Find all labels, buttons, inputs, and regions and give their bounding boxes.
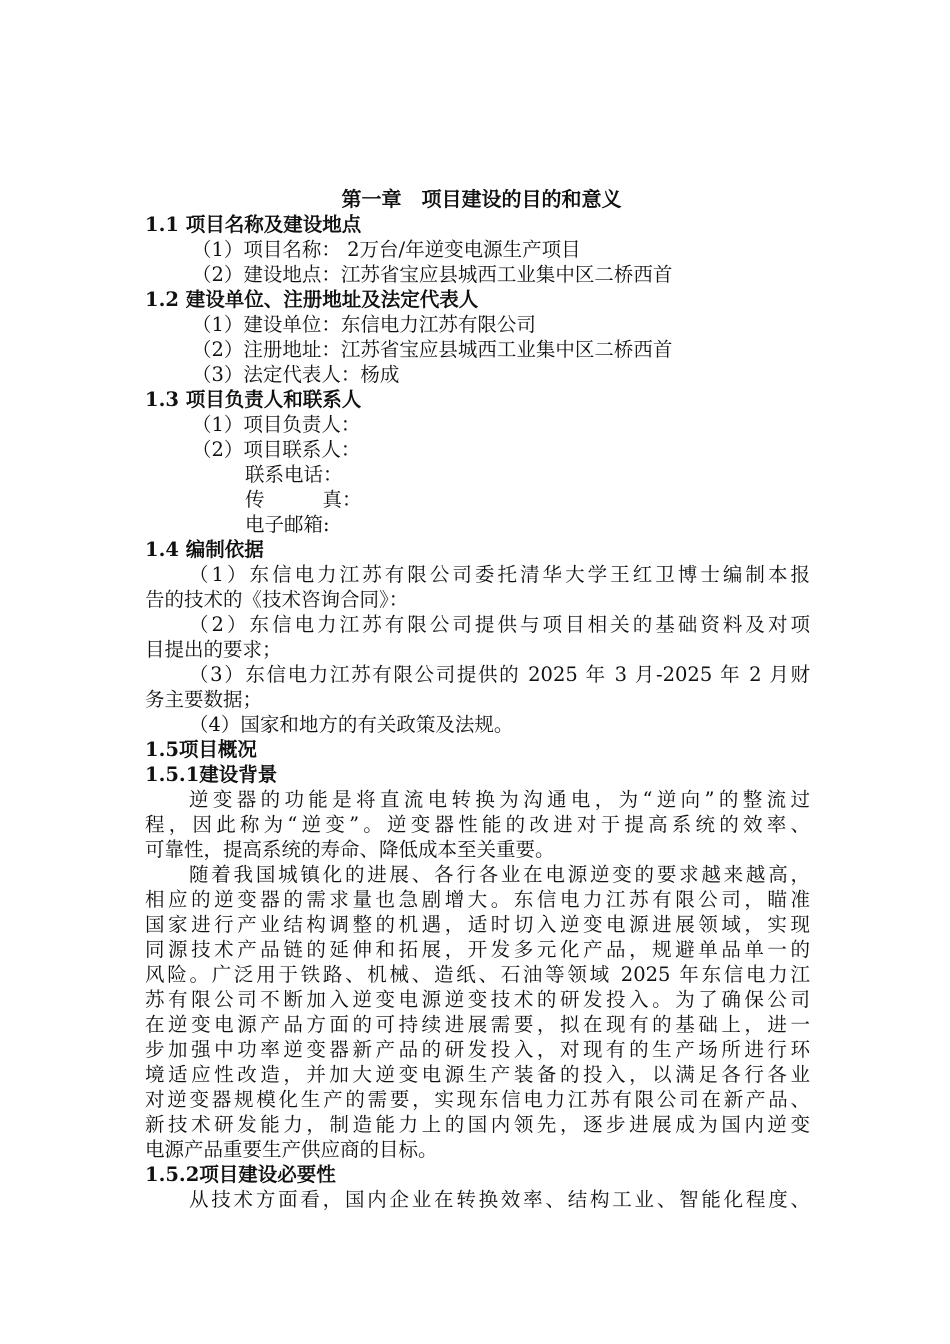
paragraph-line: 新技术研发能力，制造能力上的国内领先，逐步进展成为国内逆变 <box>145 1113 810 1136</box>
paragraph-line: 电源产品重要生产供应商的目标。 <box>145 1138 438 1161</box>
paragraph-line: 告的技术的《技术咨询合同》： <box>145 588 409 611</box>
document-body <box>145 187 810 1212</box>
list-item: （2）注册地址：江苏省宝应县城西工业集中区二桥西首 <box>192 338 673 361</box>
contact-email-label: 电子邮箱: <box>245 513 330 536</box>
list-item: （1）项目名称： 2万台/年逆变电源生产项目 <box>192 238 581 261</box>
paragraph-line: （3）东信电力江苏有限公司提供的 2025 年 3 月-2025 年 2 月财 <box>189 663 810 686</box>
paragraph-line: （1）东信电力江苏有限公司委托清华大学王红卫博士编制本报 <box>189 563 810 586</box>
section-heading-1-5-1: 1.5.1建设背景 <box>145 763 278 786</box>
chapter-title: 第一章 项目建设的目的和意义 <box>341 187 622 211</box>
paragraph-line: 目提出的要求； <box>145 638 282 661</box>
fax-label-part2: 真： <box>322 488 362 511</box>
paragraph-line: 逆变器的功能是将直流电转换为沟通电，为“逆向”的整流过 <box>189 788 810 811</box>
list-item: （2）建设地点：江苏省宝应县城西工业集中区二桥西首 <box>192 263 673 286</box>
paragraph-line: 步加强中功率逆变器新产品的研发投入，对现有的生产场所进行环 <box>145 1038 810 1061</box>
section-heading-1-4: 1.4 编制依据 <box>145 538 264 561</box>
paragraph-line: 同源技术产品链的延伸和拓展，开发多元化产品，规避单品单一的 <box>145 938 810 961</box>
paragraph-line: （4）国家和地方的有关政策及法规。 <box>189 713 514 736</box>
paragraph-line: 相应的逆变器的需求量也急剧增大。东信电力江苏有限公司，瞄准 <box>145 888 810 911</box>
paragraph-line: 程，因此称为“逆变”。逆变器性能的改进对于提高系统的效率、 <box>145 813 810 836</box>
section-heading-1-1: 1.1 项目名称及建设地点 <box>145 213 362 236</box>
section-heading-1-5-2: 1.5.2项目建设必要性 <box>145 1163 336 1186</box>
section-heading-1-3: 1.3 项目负责人和联系人 <box>145 388 362 411</box>
paragraph-line: 苏有限公司不断加入逆变电源逆变技术的研发投入。为了确保公司 <box>145 988 810 1011</box>
paragraph-line: 风险。广泛用于铁路、机械、造纸、石油等领域 2025 年东信电力江 <box>145 963 810 986</box>
list-item: （3）法定代表人：杨成 <box>192 363 400 386</box>
list-item: （1）建设单位：东信电力江苏有限公司 <box>192 313 536 336</box>
list-item: （1）项目负责人： <box>192 413 361 436</box>
paragraph-line: 随着我国城镇化的进展、各行各业在电源逆变的要求越来越高， <box>189 863 810 886</box>
fax-label-part1: 传 <box>245 488 265 511</box>
paragraph-line: 在逆变电源产品方面的可持续进展需要，拟在现有的基础上，进一 <box>145 1013 810 1036</box>
paragraph-line: 对逆变器规模化生产的需要，实现东信电力江苏有限公司在新产品、 <box>145 1088 810 1111</box>
section-heading-1-5: 1.5项目概况 <box>145 738 257 761</box>
contact-fax-label <box>145 487 810 512</box>
paragraph-line: 务主要数据； <box>145 688 263 711</box>
list-item: （2）项目联系人： <box>192 438 361 461</box>
paragraph-line: （2）东信电力江苏有限公司提供与项目相关的基础资料及对项 <box>189 613 810 636</box>
paragraph-line: 从技术方面看，国内企业在转换效率、结构工业、智能化程度、 <box>189 1188 810 1211</box>
paragraph-line: 国家进行产业结构调整的机遇，适时切入逆变电源进展领域，实现 <box>145 913 810 936</box>
paragraph-line: 可靠性，提高系统的寿命、降低成本至关重要。 <box>145 838 555 861</box>
paragraph-line: 境适应性改造，并加大逆变电源生产装备的投入，以满足各行各业 <box>145 1063 810 1086</box>
section-heading-1-2: 1.2 建设单位、注册地址及法定代表人 <box>145 288 479 311</box>
contact-phone-label: 联系电话： <box>245 463 343 486</box>
